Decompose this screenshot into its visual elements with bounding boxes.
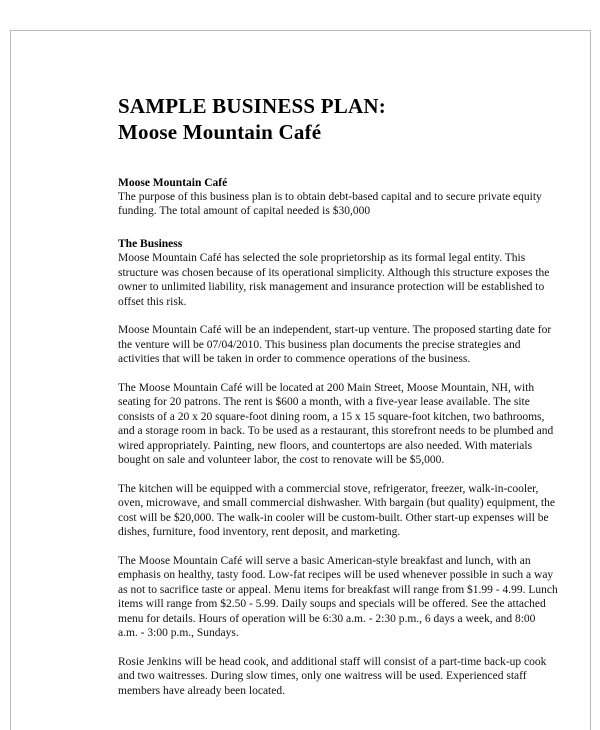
- section-the-business: [118, 237, 558, 698]
- section-paragraph: Rosie Jenkins will be head cook, and additional staff will consist of a part-time back-up cook and two waitresses. During slow times, only one waitress will be used. Experienced staff members have already been located.: [118, 655, 547, 697]
- section-paragraph: The Moose Mountain Café will serve a basic American-style breakfast and lunch, with an emphasis on healthy, tasty food. Low-fat recipes will be used whenever possible in such a way as not to sacrifice taste or appeal. Menu items for breakfast will range from $1.99 - 4.99. Lunch items will range from $2.50 - 5.99. Daily soups and specials will be offered. See the attached menu for details. Hours of operation will be 6:30 a.m. - 2:30 p.m., 6 days a week, and 8:00 a.m. - 3:00 p.m., Sundays.: [118, 554, 558, 640]
- section-paragraph: The kitchen will be equipped with a commercial stove, refrigerator, freezer, walk-in-cooler, oven, microwave, and small commercial dishwasher. With bargain (but quality) equipment, the cost will be $20,000. The walk-in cooler will be custom-built. Other start-up expenses will be dishes, furniture, food inventory, rent deposit, and marketing.: [118, 482, 555, 539]
- section-paragraph: The Moose Mountain Café will be located at 200 Main Street, Moose Mountain, NH, with seating for 20 patrons. The rent is $600 a month, with a five-year lease available. The site consists of a 20 x 20 square-foot dining room, a 15 x 15 square-foot kitchen, two bathrooms, and a storage room in back. To be used as a restaurant, this storefront needs to be plumbed and wired appropriately. Painting, new floors, and countertops are also needed. With materials bought on sale and volunteer labor, the cost to renovate will be $5,000.: [118, 381, 554, 467]
- document-title: [118, 93, 558, 146]
- document-page: [10, 30, 591, 730]
- section-paragraph: The purpose of this business plan is to obtain debt-based capital and to secure private equity funding. The total amount of capital needed is $30,000: [118, 190, 542, 218]
- title-line-2: Moose Mountain Café: [118, 120, 322, 145]
- section-heading: Moose Mountain Café: [118, 176, 228, 189]
- section-moose-mountain-cafe: [118, 176, 558, 219]
- section-paragraph: Moose Mountain Café will be an independent, start-up venture. The proposed starting date for the venture will be 07/04/2010. This business plan documents the precise strategies and activities that will be taken in order to commence operations of the business.: [118, 324, 552, 366]
- section-heading: The Business: [118, 237, 183, 250]
- title-line-1: SAMPLE BUSINESS PLAN:: [118, 94, 386, 118]
- section-paragraph: Moose Mountain Café has selected the sole proprietorship as its formal legal entity. This structure was chosen because of its operational simplicity. Although this structure exposes the owner to unlimited liability, risk management and insurance protection will be established to offset this risk.: [118, 252, 550, 308]
